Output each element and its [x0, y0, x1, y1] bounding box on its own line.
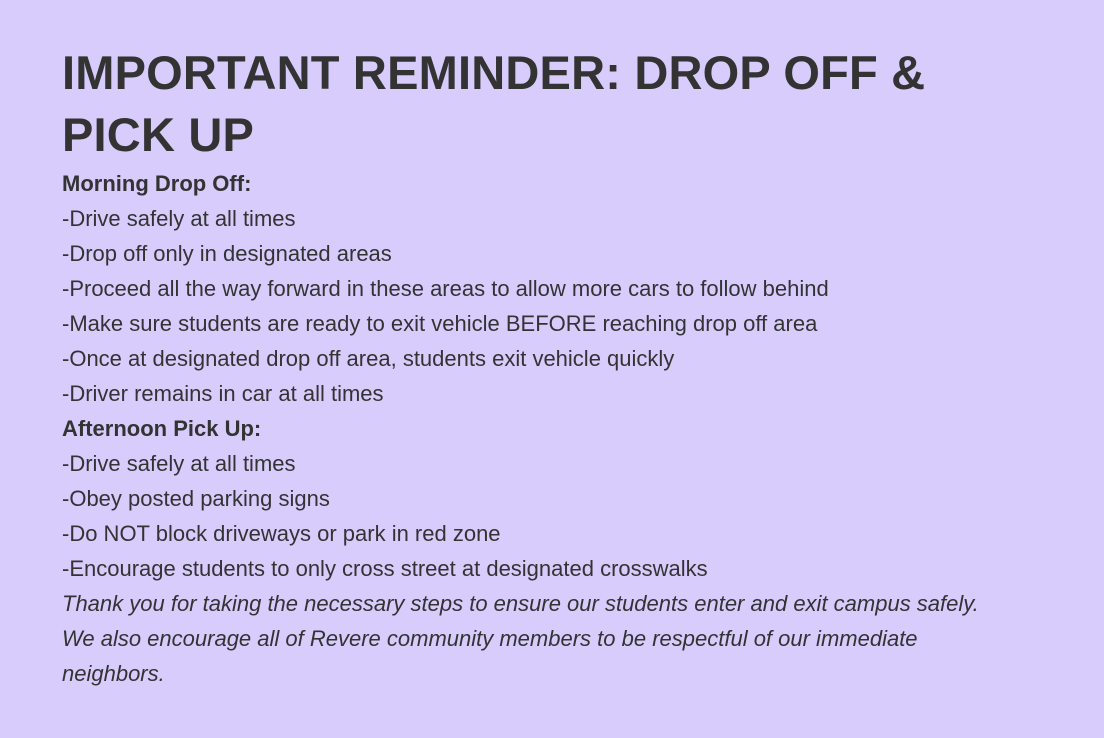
afternoon-item: -Drive safely at all times: [62, 451, 296, 476]
morning-item: -Drive safely at all times: [62, 206, 296, 231]
page-title: IMPORTANT REMINDER: DROP OFF & PICK UP: [62, 46, 926, 161]
reminder-document: [62, 42, 1022, 691]
morning-item: -Driver remains in car at all times: [62, 381, 384, 406]
morning-item: -Once at designated drop off area, students exit vehicle quickly: [62, 346, 675, 371]
morning-item: -Drop off only in designated areas: [62, 241, 392, 266]
afternoon-item: -Encourage students to only cross street at designated crosswalks: [62, 556, 708, 581]
morning-item: -Make sure students are ready to exit vehicle BEFORE reaching drop off area: [62, 311, 818, 336]
afternoon-section-title: Afternoon Pick Up:: [62, 416, 262, 441]
afternoon-item: -Obey posted parking signs: [62, 486, 330, 511]
morning-section-title: Morning Drop Off:: [62, 171, 252, 196]
morning-item: -Proceed all the way forward in these areas to allow more cars to follow behind: [62, 276, 829, 301]
closing-message: Thank you for taking the necessary steps to ensure our students enter and exit campus safely. We also encourage all of Revere community members to be respectful of our immediate neighbors.: [62, 591, 979, 686]
afternoon-item: -Do NOT block driveways or park in red zone: [62, 521, 501, 546]
